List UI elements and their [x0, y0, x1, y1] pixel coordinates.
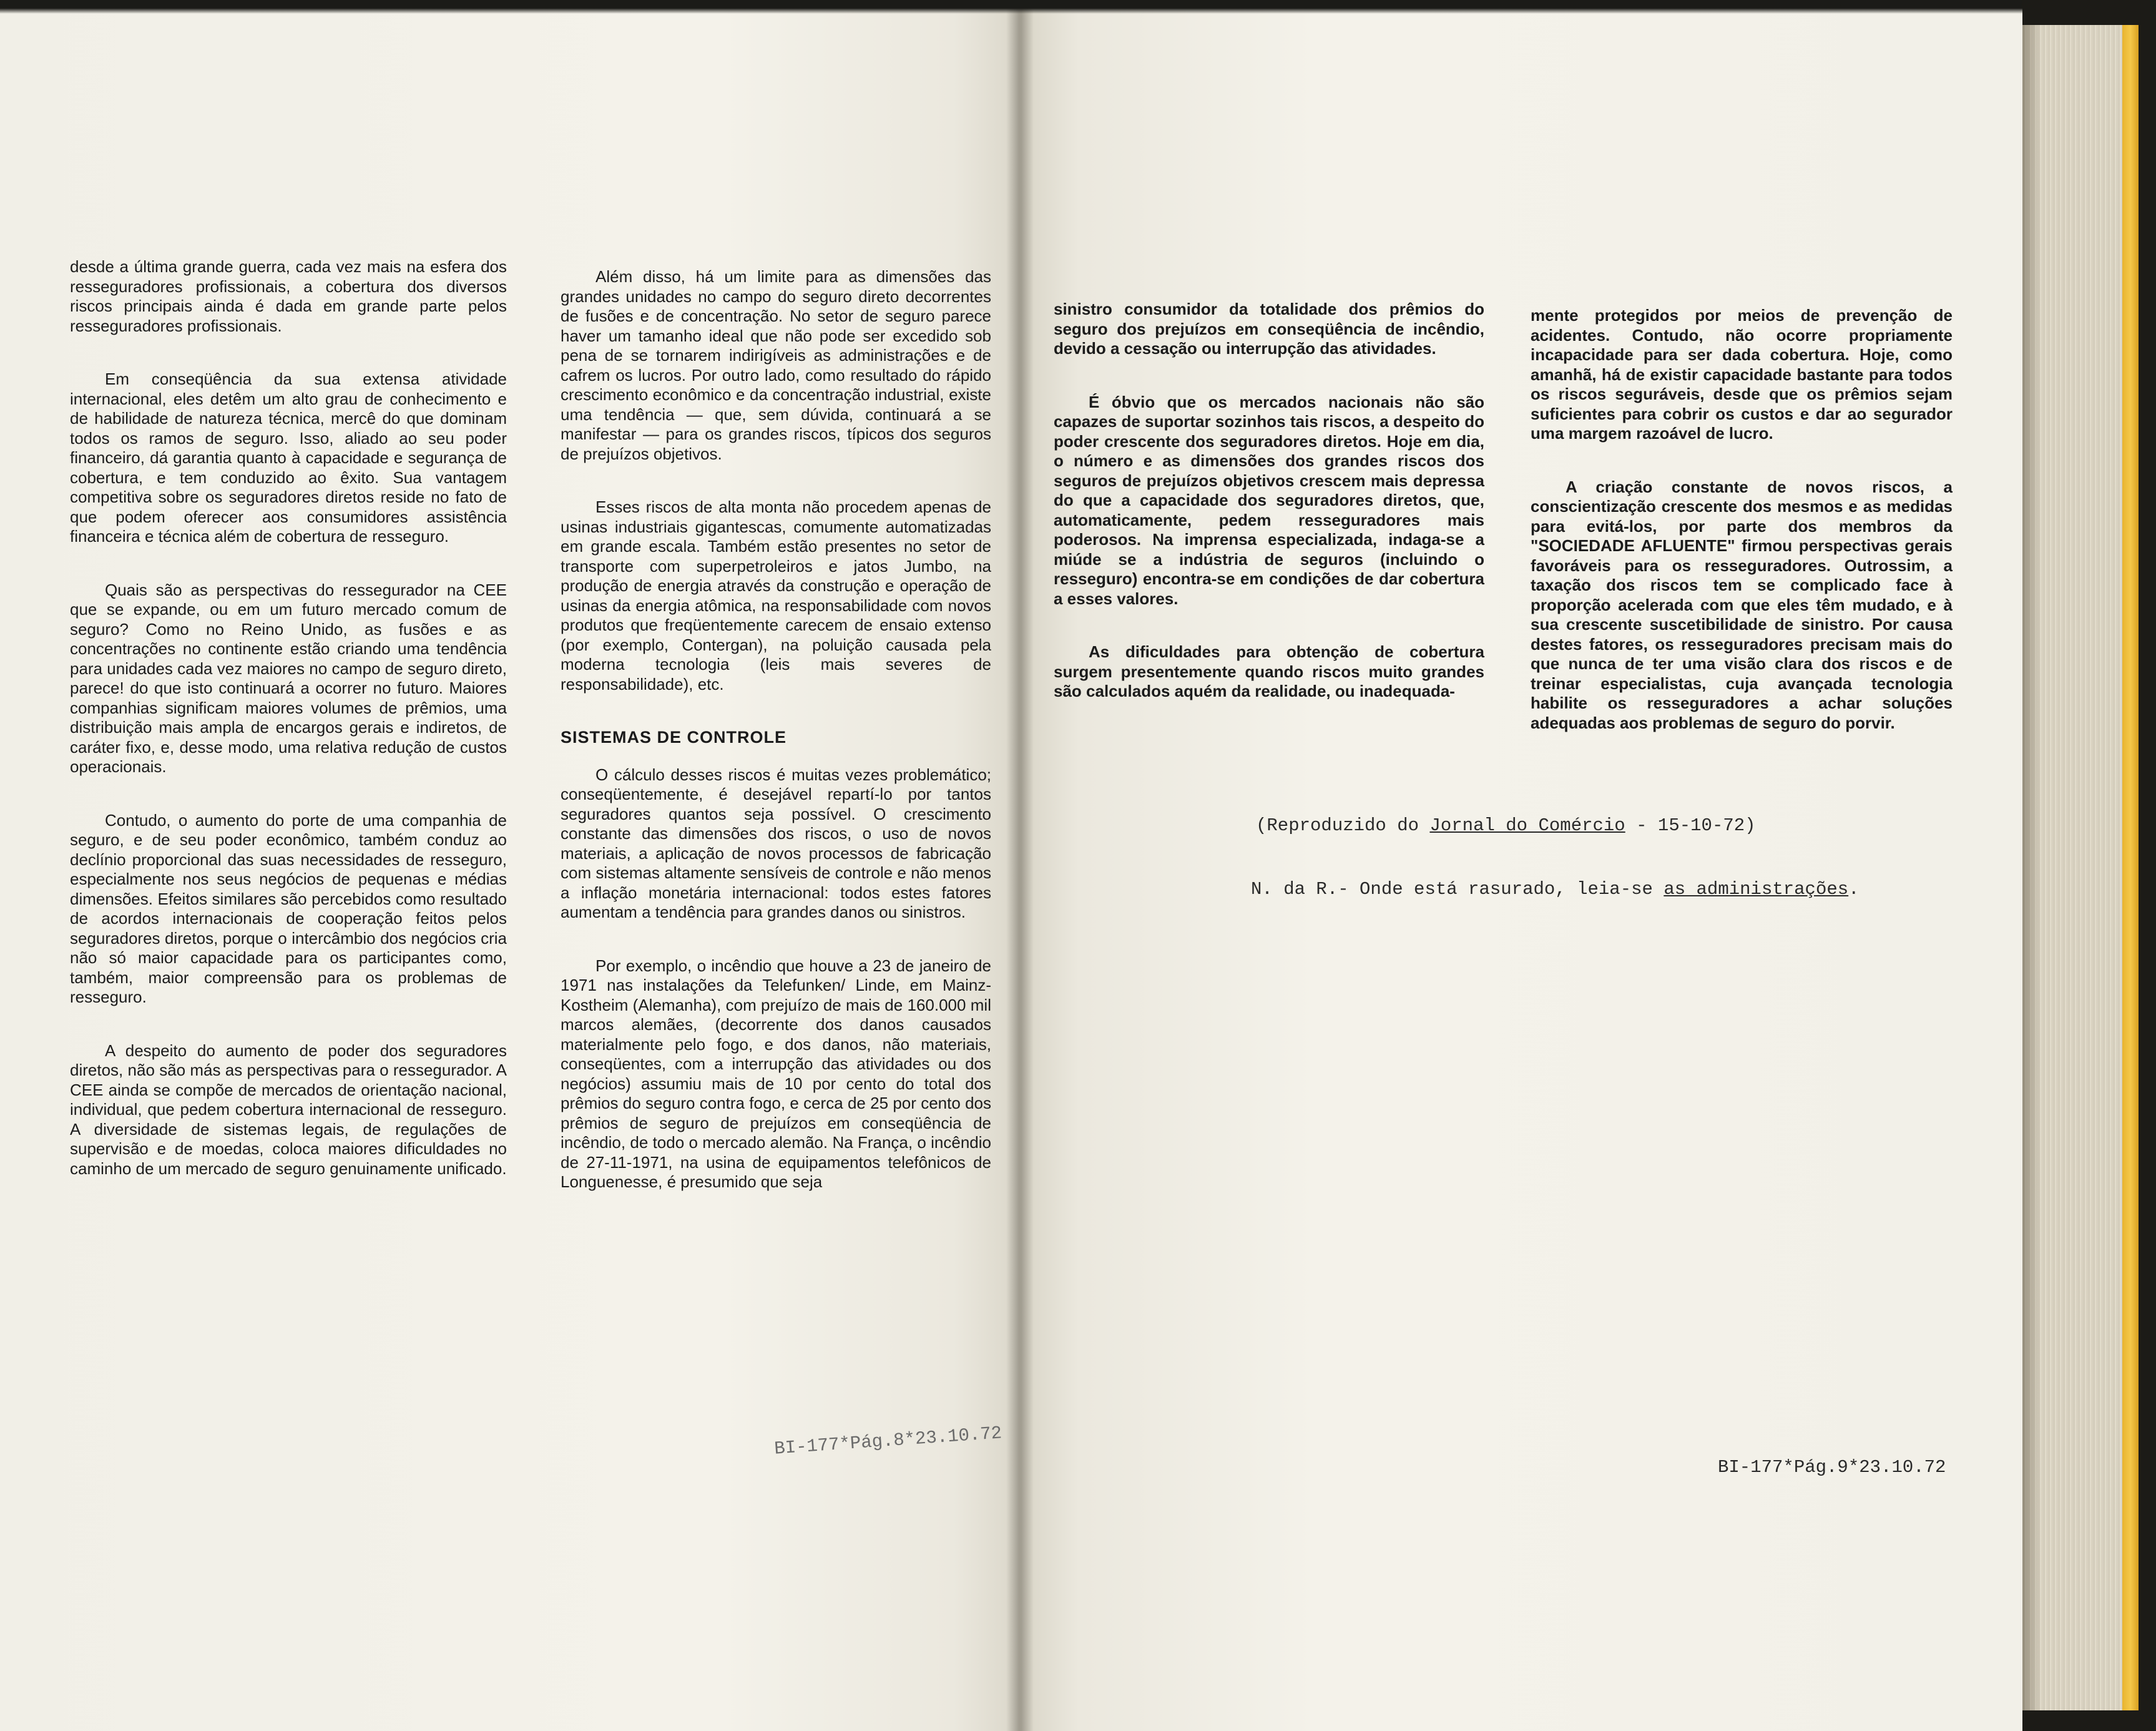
- source-credit-suffix: - 15-10-72): [1625, 815, 1756, 836]
- paragraph: Por exemplo, o incêndio que houve a 23 de janeiro de 1971 nas instalações da Telefunken/ Linde, em Mainz-Kostheim (Alemanha), com prejuízo de mais de 160.000 mil marcos alemães, (decorrente dos danos causados materialmente pelo fogo, e dos danos, não materiais, conseqüentes, com a interrupção das atividades ou dos negócios) assumiu mais de 10 por cento do total dos prêmios do seguro contra fogo, e cerca de 25 por cento dos prêmios de seguro de prejuízos em conseqüência de incêndio, de todo o mercado alemão. Na França, o incêndio de 27-11-1971, na usina de equipamentos telefônicos de Longuenesse, é presumido que seja: [561, 956, 991, 1191]
- source-journal: Jornal do Comércio: [1429, 815, 1625, 836]
- editor-note: [1251, 879, 1860, 900]
- paragraph: mente protegidos por meios de prevenção de acidentes. Contudo, não ocorre propriamente incapacidade para ser dada cobertura. Hoje, como amanhã, há de existir capacidade bastante para todos os riscos seguráveis, desde que os prêmios sejam suficientes para cobrir os custos e dar ao segurador uma margem razoável de lucro.: [1531, 306, 1953, 443]
- paragraph: É óbvio que os mercados nacionais não são capazes de suportar sozinhos tais riscos, a despeito do poder crescente dos seguradores diretos. Hoje em dia, o número e as dimensões dos grandes riscos dos seguros de prejuízos objetivos crescem mais depressa do que a capacidade dos seguradores diretos, que, automaticamente, pedem resseguradores mais poderosos. Na imprensa especializada, indaga-se a miúde se a indústria de seguros (incluindo o resseguro) encontra-se em condições de dar cobertura a esses valores.: [1054, 392, 1484, 608]
- paragraph: Esses riscos de alta monta não procedem apenas de usinas industriais gigantescas, comumente automatizadas em grande escala. Também estão presentes no setor de transporte com superpetroleiros e jatos Jumbo, na produção de energia através da construção e operação de usinas da energia atômica, na responsabilidade com novos produtos que freqüentemente carecem de ensaio extenso (por exemplo, Contergan), na poluição causada pela moderna tecnologia (leis mais severes de responsabilidade), etc.: [561, 498, 991, 694]
- editor-note-prefix: N. da R.- Onde está rasurado, leia-se: [1251, 879, 1664, 900]
- paragraph: sinistro consumidor da totalidade dos prêmios do seguro dos prejuízos em conseqüência de incêndio, devido a cessação ou interrupção das atividades.: [1054, 300, 1484, 358]
- page-footer: BI-177*Pág.8*23.10.72: [773, 1423, 1003, 1459]
- page-stack-shadow: [2022, 25, 2041, 1710]
- left-page-column-1: [70, 257, 507, 1212]
- paragraph: O cálculo desses riscos é muitas vezes problemático; conseqüentemente, é desejável repartí-lo por tantos seguradores quantos seja possível. O crescimento constante das dimensões dos riscos, o uso de novos materiais, a aplicação de novos processos de fabricação com sistemas altamente sensíveis de controle e não menos a inflação monetária internacional: todos estes fatores aumentam a tendência para grandes danos ou sinistros.: [561, 765, 991, 921]
- yellow-page-edge: [2122, 25, 2139, 1710]
- source-credit: [1256, 815, 1756, 836]
- source-credit-prefix: (Reproduzido do: [1256, 815, 1430, 836]
- paragraph: As dificuldades para obtenção de cobertura surgem presentemente quando riscos muito grandes são calculados aquém da realidade, ou inadequada-: [1054, 642, 1484, 700]
- paragraph: Em conseqüência da sua extensa atividade internacional, eles detêm um alto grau de conhecimento e de habilidade de natureza técnica, mercê do que dominam todos os ramos de seguro. Isso, aliado ao seu poder financeiro, dá garantia quanto à capacidade e segurança de cobertura, e tem conduzido ao êxito. Sua vantagem competitiva sobre os seguradores diretos reside no fato de que podem oferecer aos consumidores assistência financeira e técnica além de cobertura de resseguro.: [70, 370, 507, 546]
- editor-note-correction: as administrações: [1664, 879, 1849, 900]
- paragraph: Quais são as perspectivas do ressegurador na CEE que se expande, ou em um futuro mercado comum de seguro? Como no Reino Unido, as fusões e as concentrações no continente estão criando uma tendência para unidades cada vez maiores no campo de seguro direto, parece! do que isto continuará a ocorrer no futuro. Maiores companhias significam maiores volumes de prêmios, uma distribuição mais ampla de encargos gerais e indiretos, de caráter fixo, e, desse modo, uma relativa redução de custos operacionais.: [70, 580, 507, 776]
- editor-note-suffix: .: [1848, 879, 1860, 900]
- right-page-column-2: [1531, 306, 1953, 767]
- right-page-column-1: [1054, 300, 1484, 735]
- paragraph: desde a última grande guerra, cada vez mais na esfera dos resseguradores profissionais, a cobertura dos diversos riscos principais ainda é dada em grande parte pelos resseguradores profissionais.: [70, 257, 507, 335]
- paragraph: A despeito do aumento de poder dos seguradores diretos, não são más as perspectivas para o ressegurador. A CEE ainda se compõe de mercados de orientação nacional, individual, que pedem cobertura internacional de resseguro. A diversidade de sistemas legais, de regulações de supervisão e de moedas, coloca maiores dificuldades no caminho de um mercado de seguro genuinamente unificado.: [70, 1041, 507, 1178]
- paragraph: Além disso, há um limite para as dimensões das grandes unidades no campo do seguro direto decorrentes de fusões e de concentração. No setor de seguro parece haver um tamanho ideal que não pode ser excedido sob pena de se tornarem indirigíveis as administrações e de cafrem os lucros. Por outro lado, como resultado do rápido crescimento econômico e da concentração industrial, existe uma tendência — que, sem dúvida, continuará a se manifestar — para os grandes riscos, típicos dos seguros de prejuízos objetivos.: [561, 267, 991, 463]
- right-page: [1019, 0, 2022, 1731]
- left-page: [0, 0, 1025, 1731]
- page-footer: BI-177*Pág.9*23.10.72: [1718, 1457, 1946, 1478]
- paragraph: Contudo, o aumento do porte de uma companhia de seguro, e de seu poder econômico, também conduz ao declínio proporcional das suas necessidades de resseguro, especialmente nos seus negócios de pequenas e médias dimensões. Efeitos similares são percebidos como resultado de acordos internacionais de cooperação feitos pelos seguradores diretos, porque o intercâmbio dos negócios cria não só maior capacidade para os participantes como, também, maior compreensão para os problemas de resseguro.: [70, 810, 507, 1006]
- section-heading: SISTEMAS DE CONTROLE: [561, 728, 787, 747]
- paragraph: A criação constante de novos riscos, a conscientização crescente dos mesmos e as medidas para evitá-los, por parte dos membros da "SOCIEDADE AFLUENTE" firmou perspectivas gerais favoráveis para os resseguradores. Outrossim, a taxação dos riscos tem se complicado face à proporção acelerada com que eles têm mudado, e à sua crescente suscetibilidade de sinistro. Por causa destes fatores, os resseguradores precisam mais do que nunca de ter uma visão clara dos riscos e de treinar especialistas, cuja avançada tecnologia habilite os resseguradores a achar soluções adequadas aos problemas de seguro do porvir.: [1531, 477, 1953, 732]
- book-gutter: [1006, 0, 1034, 1731]
- left-page-column-2: [561, 267, 991, 1226]
- top-edge: [0, 0, 2156, 14]
